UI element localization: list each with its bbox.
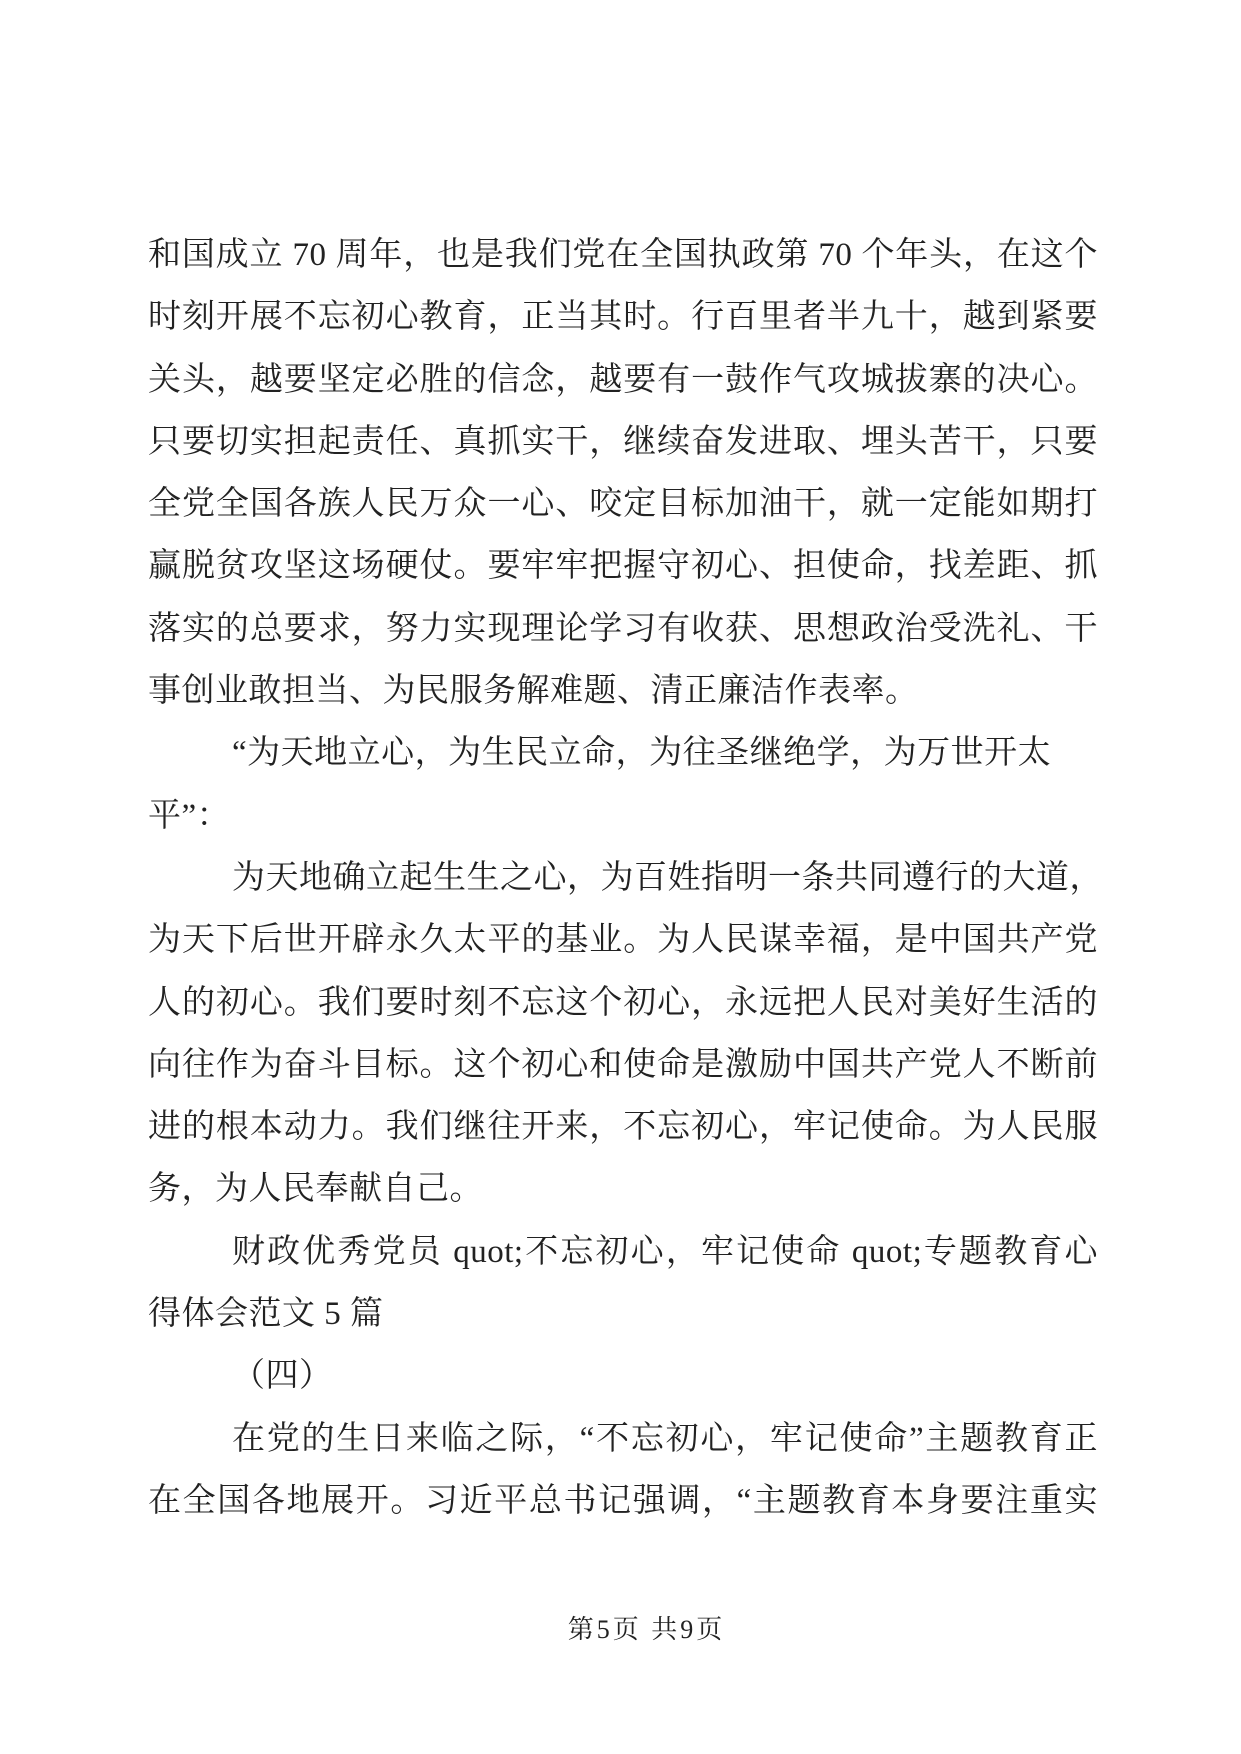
text-line: “为天地立心，为生民立命，为往圣继绝学，为万世开太 bbox=[232, 735, 1052, 772]
text-line: 为天下后世开辟永久太平的基业。为人民谋幸福，是中国共产党 bbox=[148, 922, 1098, 959]
text-line: 事创业敢担当、为民服务解难题、清正廉洁作表率。 bbox=[148, 673, 919, 710]
text-line: 赢脱贫攻坚这场硬仗。要牢牢把握守初心、担使命，找差距、抓 bbox=[148, 548, 1098, 585]
text-line: 人的初心。我们要时刻不忘这个初心，永远把人民对美好生活的 bbox=[148, 984, 1098, 1021]
text-line: 向往作为奋斗目标。这个初心和使命是激励中国共产党人不断前 bbox=[148, 1046, 1098, 1083]
text-line: 关头，越要坚定必胜的信念，越要有一鼓作气攻城拔寨的决心。 bbox=[148, 361, 1098, 398]
text-line: 在全国各地展开。习近平总书记强调，“主题教育本身要注重实 bbox=[148, 1482, 1098, 1519]
text-line: 全党全国各族人民万众一心、咬定目标加油干，就一定能如期打 bbox=[148, 486, 1098, 523]
text-line: 在党的生日来临之际，“不忘初心，牢记使命”主题教育正 bbox=[232, 1420, 1098, 1457]
text-line: 进的根本动力。我们继往开来，不忘初心，牢记使命。为人民服 bbox=[148, 1109, 1098, 1146]
text-line: 得体会范文 5 篇 bbox=[148, 1296, 384, 1333]
page-footer bbox=[0, 1612, 1241, 1648]
page-number: 第5页 共9页 bbox=[567, 1615, 726, 1644]
text-line: 落实的总要求，努力实现理论学习有收获、思想政治受洗礼、干 bbox=[148, 610, 1098, 647]
document-body bbox=[148, 224, 1103, 1532]
text-line: 只要切实担起责任、真抓实干，继续奋发进取、埋头苦干，只要 bbox=[148, 423, 1098, 460]
text-line: 平”： bbox=[148, 797, 231, 834]
text-line: 财政优秀党员 quot;不忘初心，牢记使命 quot;专题教育心 bbox=[232, 1233, 1098, 1270]
text-line: 务，为人民奉献自己。 bbox=[148, 1171, 483, 1208]
text-line: （四） bbox=[232, 1358, 333, 1395]
text-line: 和国成立 70 周年，也是我们党在全国执政第 70 个年头，在这个 bbox=[148, 237, 1098, 273]
text-line: 时刻开展不忘初心教育，正当其时。行百里者半九十，越到紧要 bbox=[148, 299, 1098, 336]
text-line: 为天地确立起生生之心，为百姓指明一条共同遵行的大道， bbox=[232, 859, 1103, 896]
